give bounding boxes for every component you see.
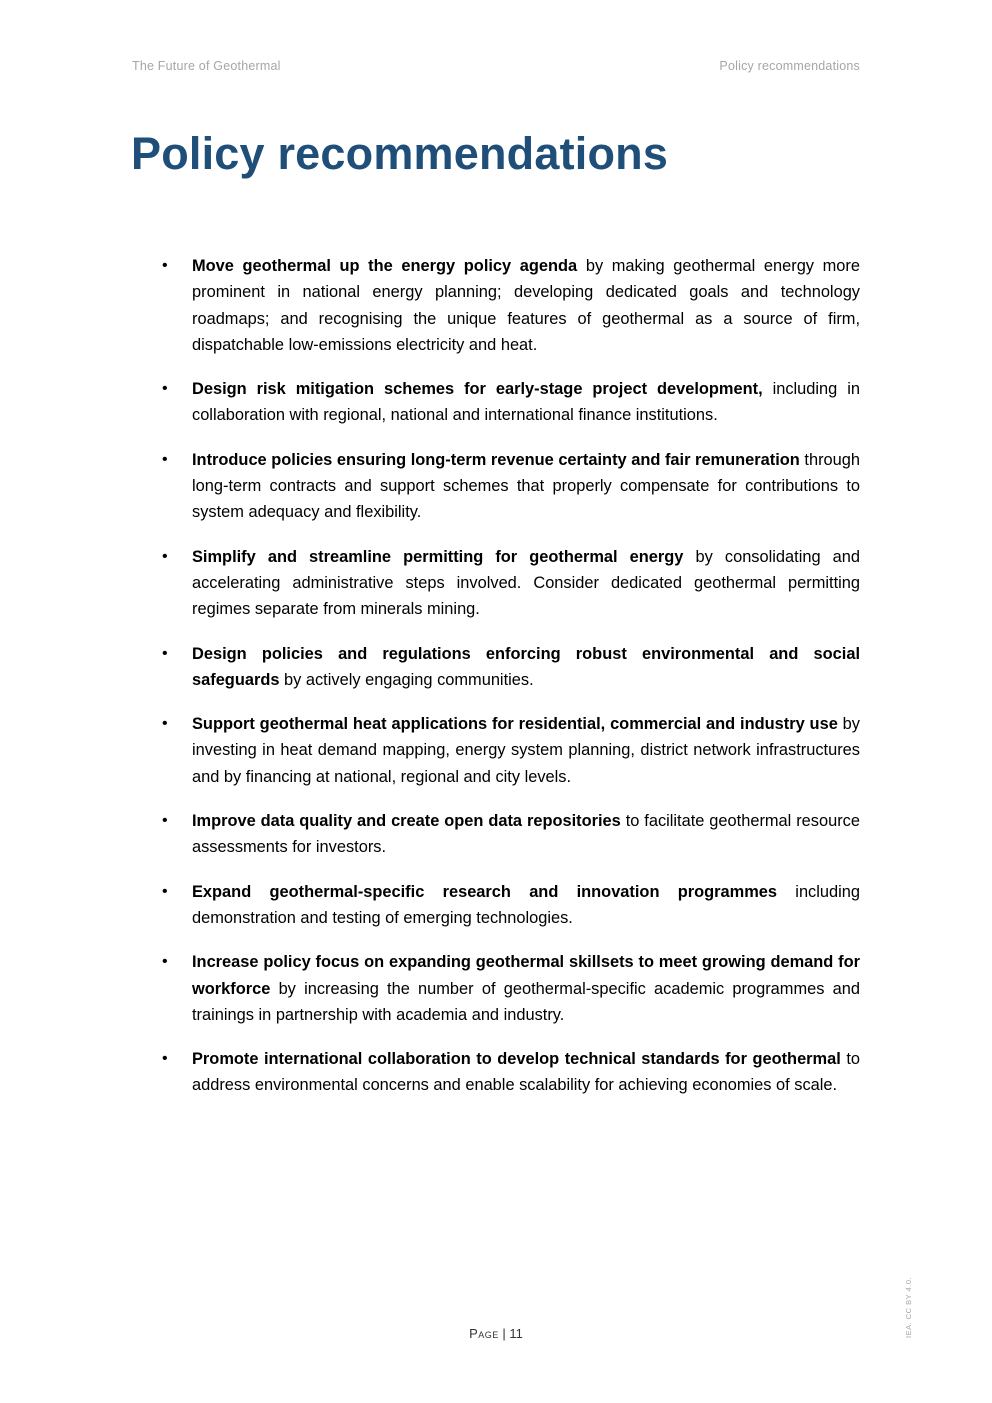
bullet-icon: •	[162, 257, 168, 274]
recommendation-heading: Design risk mitigation schemes for early-stage project development,	[192, 380, 763, 399]
recommendation-text: including in collaboration with regional, national and international finance institutions.	[192, 380, 860, 425]
list-item	[162, 447, 860, 526]
bullet-icon: •	[162, 644, 168, 662]
recommendation-heading: Introduce policies ensuring long-term revenue certainty and fair remuneration	[192, 450, 800, 469]
page-title: Policy recommendations	[131, 128, 669, 179]
list-item	[162, 544, 860, 623]
bullet-icon: •	[162, 450, 168, 468]
list-item	[162, 949, 860, 1028]
recommendations-list	[162, 253, 860, 1117]
bullet-icon: •	[162, 953, 168, 971]
bullet-icon: •	[162, 380, 168, 398]
recommendation-heading: Simplify and streamline permitting for geothermal energy	[192, 547, 684, 566]
list-item	[162, 879, 860, 932]
recommendation-text: by actively engaging communities.	[279, 670, 534, 689]
bullet-icon: •	[162, 882, 168, 900]
license-note: IEA. CC BY 4.0.	[904, 1276, 913, 1338]
recommendation-text: including demonstration and testing of emerging technologies.	[192, 882, 860, 927]
recommendation-heading: Expand geothermal-specific research and innovation programmes	[192, 882, 778, 901]
recommendation-text: by increasing the number of geothermal-specific academic programmes and trainings in partnership with academia and industry.	[192, 979, 860, 1024]
list-item	[162, 641, 860, 694]
recommendation-text: by investing in heat demand mapping, energy system planning, district network infrastructures and by financing at national, regional and city levels.	[192, 715, 860, 786]
recommendation-text: through long-term contracts and support schemes that properly compensate for contributions to system adequacy and flexibility.	[192, 450, 860, 522]
footer-separator: |	[498, 1326, 510, 1341]
recommendation-heading: Promote international collaboration to develop technical standards for geothermal	[192, 1050, 841, 1069]
recommendation-heading: Design policies and regulations enforcing robust environmental and social safeguards	[192, 644, 860, 689]
page-word: Page	[469, 1326, 499, 1341]
recommendation-heading: Move geothermal up the energy policy agenda	[192, 257, 578, 275]
list-item	[162, 711, 860, 790]
list-item	[162, 253, 860, 358]
bullet-icon: •	[162, 715, 168, 733]
bullet-icon: •	[162, 547, 168, 565]
list-item	[162, 808, 860, 861]
list-item	[162, 376, 860, 429]
recommendation-heading: Support geothermal heat applications for residential, commercial and industry use	[192, 715, 838, 734]
running-header-title: The Future of Geothermal	[132, 59, 281, 73]
recommendation-heading: Increase policy focus on expanding geothermal skillsets to meet growing demand for workforce	[192, 953, 860, 998]
running-header-section: Policy recommendations	[719, 59, 860, 73]
recommendation-text: to facilitate geothermal resource assessments for investors.	[192, 812, 860, 857]
recommendation-heading: Improve data quality and create open data repositories	[192, 812, 621, 831]
list-item	[162, 1046, 860, 1099]
page-number-footer	[0, 1326, 992, 1341]
page-number: 11	[509, 1326, 523, 1341]
recommendation-text: to address environmental concerns and enable scalability for achieving economies of scale.	[192, 1050, 860, 1095]
bullet-icon: •	[162, 1050, 168, 1068]
recommendation-text: by making geothermal energy more prominent in national energy planning; developing dedicated goals and technology roadmaps; and recognising the unique features of geothermal as a source of firm, dispatchable low-emissions electricity and heat.	[192, 257, 860, 354]
recommendation-text: by consolidating and accelerating administrative steps involved. Consider dedicated geothermal permitting regimes separate from minerals mining.	[192, 547, 860, 619]
bullet-icon: •	[162, 812, 168, 830]
